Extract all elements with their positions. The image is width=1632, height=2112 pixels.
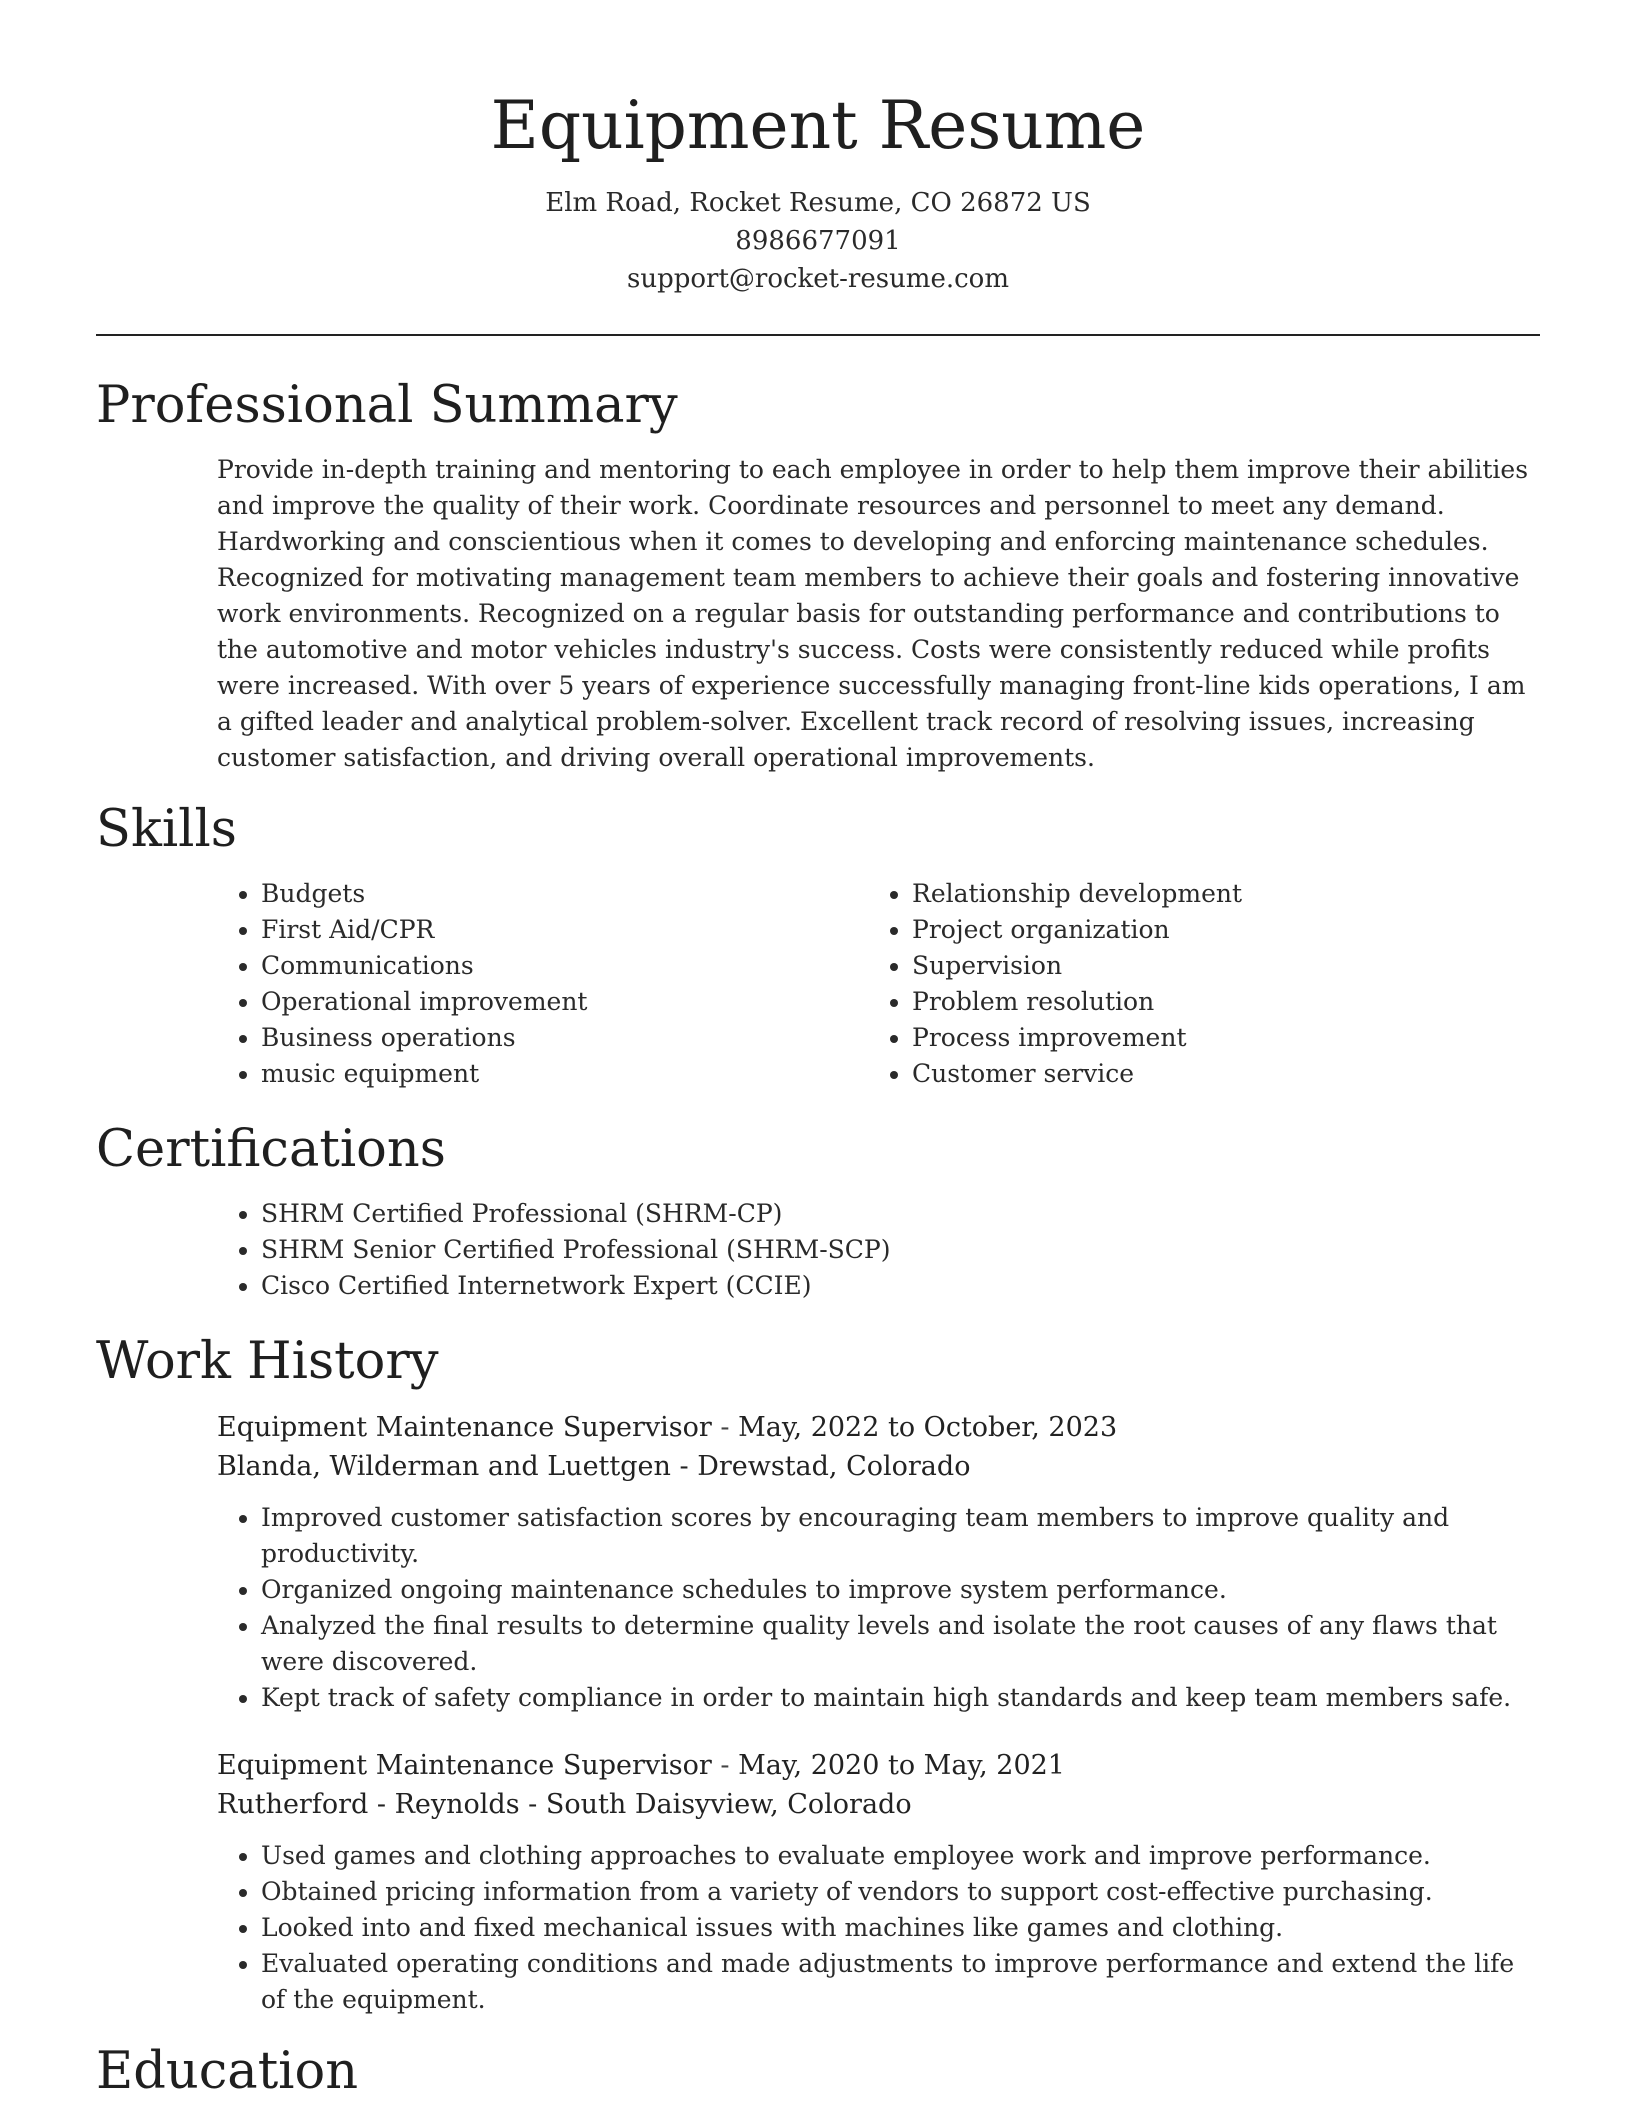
skills-heading: Skills (96, 800, 237, 859)
work-history-heading: Work History (96, 1332, 439, 1391)
skills-grid (217, 876, 1540, 1092)
job-location: Drewstad, Colorado (697, 1451, 971, 1482)
job-company-line (217, 1447, 1540, 1486)
job-position: Equipment Maintenance Supervisor (217, 1750, 712, 1781)
certifications-heading: Certifications (96, 1120, 446, 1179)
certifications-section (96, 1118, 1540, 1304)
work-history-section (96, 1330, 1540, 2018)
certification-item: • SHRM Senior Certified Professional (SHRM-SCP) (261, 1232, 1540, 1268)
job-company-line (217, 1785, 1540, 1824)
skills-column-left (217, 876, 868, 1092)
job-entry (217, 1746, 1540, 2018)
job-duties (217, 1500, 1540, 1716)
job-duty-item: • Organized ongoing maintenance schedules to improve system performance. (261, 1572, 1540, 1608)
skill-item: • Business operations (261, 1020, 868, 1056)
job-separator: - (519, 1789, 546, 1820)
skill-item: • Process improvement (912, 1020, 1519, 1056)
job-dates: May, 2020 to May, 2021 (738, 1750, 1065, 1781)
job-duty-item: • Obtained pricing information from a variety of vendors to support cost-effective purchasing. (261, 1874, 1540, 1910)
job-title-line (217, 1746, 1540, 1785)
resume-page (96, 0, 1540, 2104)
skill-item: • Project organization (912, 912, 1519, 948)
job-dates: May, 2022 to October, 2023 (738, 1412, 1118, 1443)
certifications-body (217, 1196, 1540, 1304)
skill-item: • Relationship development (912, 876, 1519, 912)
certification-item: • Cisco Certified Internetwork Expert (CCIE) (261, 1268, 1540, 1304)
job-duty-item: • Kept track of safety compliance in order to maintain high standards and keep team members safe. (261, 1680, 1540, 1716)
job-duty-item: • Looked into and fixed mechanical issues with machines like games and clothing. (261, 1910, 1540, 1946)
contact-block (96, 184, 1540, 298)
skill-item: • First Aid/CPR (261, 912, 868, 948)
job-duties (217, 1838, 1540, 2018)
education-section (96, 2040, 1540, 2104)
resume-header (96, 0, 1540, 298)
contact-phone: 8986677091 (735, 226, 901, 256)
summary-text: Provide in-depth training and mentoring to each employee in order to help them improve their abilities and improve the quality of their work. Coordinate resources and personnel to meet any demand. Hardworking and conscientious when it comes to developing and enforcing maintenance schedules. Recognized for motivating management team members to achieve their goals and fostering innovative work environments. Recognized on a regular basis for outstanding performance and contributions to the automotive and motor vehicles industry's success. Costs were consistently reduced while profits were increased. With over 5 years of experience successfully managing front-line kids operations, I am a gifted leader and analytical problem-solver. Excellent track record of resolving issues, increasing customer satisfaction, and driving overall operational improvements. (217, 455, 1529, 772)
contact-address: Elm Road, Rocket Resume, CO 26872 US (545, 188, 1091, 218)
contact-email[interactable]: support@rocket-resume.com (626, 264, 1009, 294)
skill-item: • Supervision (912, 948, 1519, 984)
job-location: South Daisyview, Colorado (545, 1789, 912, 1820)
job-separator: - (670, 1451, 698, 1482)
job-separator: - (711, 1750, 739, 1781)
job-position: Equipment Maintenance Supervisor (217, 1412, 712, 1443)
job-entry (217, 1408, 1540, 1716)
job-company: Rutherford - Reynolds (217, 1789, 520, 1820)
summary-heading: Professional Summary (96, 376, 678, 435)
resume-title: Equipment Resume (490, 87, 1146, 164)
job-separator: - (711, 1412, 739, 1443)
skill-item: • Communications (261, 948, 868, 984)
job-duty-item: • Used games and clothing approaches to evaluate employee work and improve performance. (261, 1838, 1540, 1874)
summary-section (96, 374, 1540, 776)
job-company: Blanda, Wilderman and Luettgen (217, 1451, 671, 1482)
skills-list-right (868, 876, 1519, 1092)
job-duty-item: • Improved customer satisfaction scores by encouraging team members to improve quality and productivity. (261, 1500, 1540, 1572)
certification-item: • SHRM Certified Professional (SHRM-CP) (261, 1196, 1540, 1232)
skill-item: • Operational improvement (261, 984, 868, 1020)
skills-list-left (217, 876, 868, 1092)
education-heading: Education (96, 2042, 359, 2101)
skills-section (96, 798, 1540, 1092)
skill-item: • music equipment (261, 1056, 868, 1092)
skills-column-right (868, 876, 1519, 1092)
header-divider (96, 334, 1540, 336)
skill-item: • Customer service (912, 1056, 1519, 1092)
job-duty-item: • Evaluated operating conditions and made adjustments to improve performance and extend the life of the equipment. (261, 1946, 1540, 2018)
certifications-list (217, 1196, 1540, 1304)
job-title-line (217, 1408, 1540, 1447)
skill-item: • Budgets (261, 876, 868, 912)
job-duty-item: • Analyzed the final results to determine quality levels and isolate the root causes of any flaws that were discovered. (261, 1608, 1540, 1680)
skill-item: • Problem resolution (912, 984, 1519, 1020)
